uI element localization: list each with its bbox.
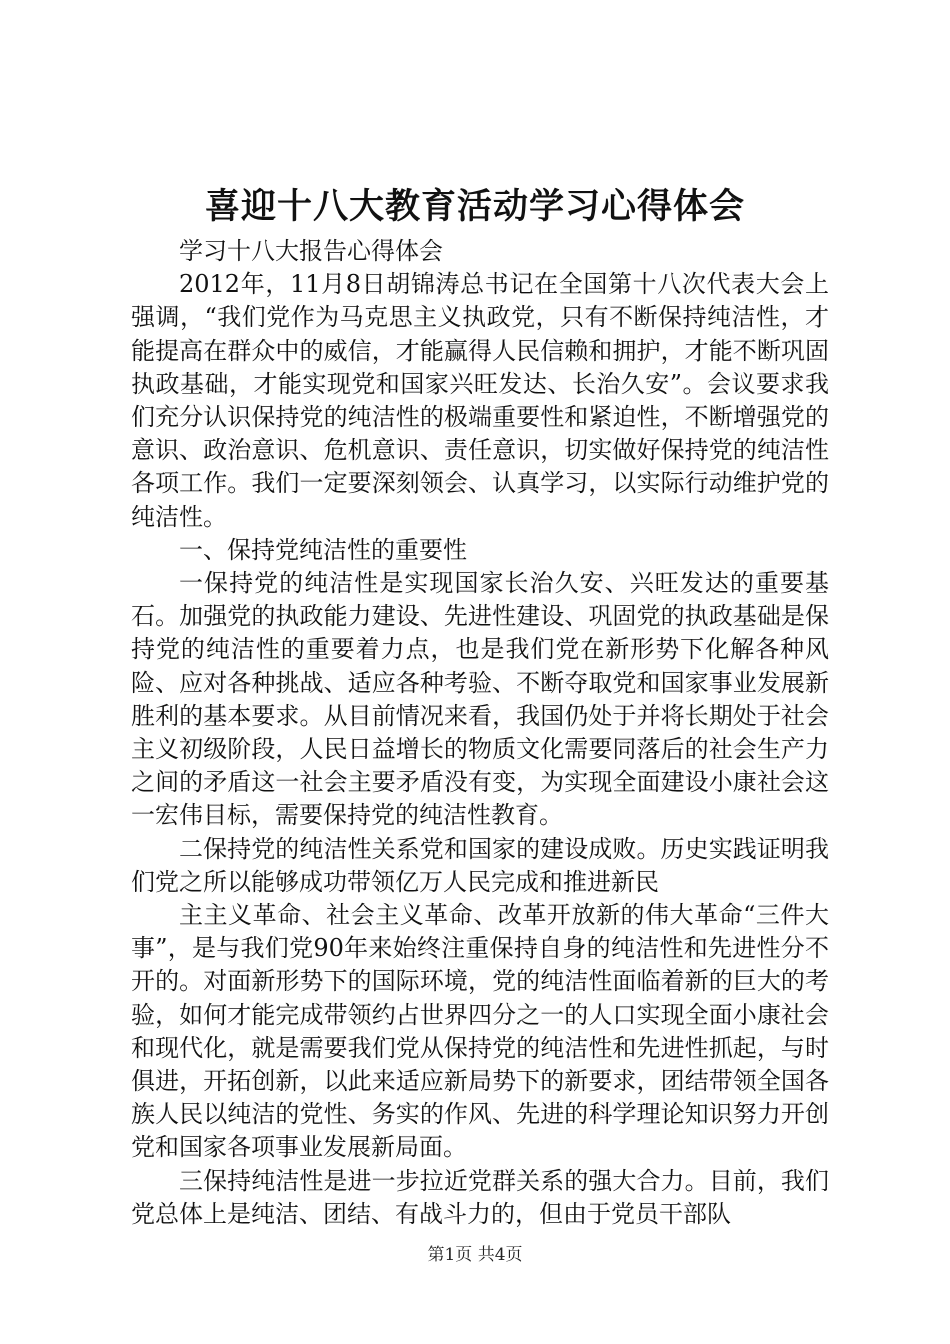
paragraph-subtitle: 学习十八大报告心得体会 xyxy=(179,237,443,265)
paragraph: 三保持纯洁性是进一步拉近党群关系的强大合力。目前，我们党总体上是纯洁、团结、有战斗力的，但由于党员干部队 xyxy=(131,1166,829,1228)
paragraph: 一保持党的纯洁性是实现国家长治久安、兴旺发达的重要基石。加强党的执政能力建设、先进性建设、巩固党的执政基础是保持党的纯洁性的重要着力点，也是我们党在新形势下化解各种风险、应对各种挑战、适应各种考验、不断夺取党和国家事业发展新胜利的基本要求。从目前情况来看，我国仍处于并将长期处于社会主义初级阶段，人民日益增长的物质文化需要同落后的社会生产力之间的矛盾这一社会主要矛盾没有变，为实现全面建设小康社会这一宏伟目标，需要保持党的纯洁性教育。 xyxy=(131,569,829,830)
document-body xyxy=(131,235,829,1231)
paragraph: 主主义革命、社会主义革命、改革开放新的伟大革命“三件大事”，是与我们党90年来始终注重保持自身的纯洁性和先进性分不开的。对面新形势下的国际环境，党的纯洁性面临着新的巨大的考验，如何才能完成带领约占世界四分之一的人口实现全面小康社会和现代化，就是需要我们党从保持党的纯洁性和先进性抓起，与时俱进，开拓创新，以此来适应新局势下的新要求，团结带领全国各族人民以纯洁的党性、务实的作风、先进的科学理论知识努力开创党和国家各项事业发展新局面。 xyxy=(131,901,829,1162)
section-heading: 一、保持党纯洁性的重要性 xyxy=(179,535,467,564)
paragraph: 2012年，11月8日胡锦涛总书记在全国第十八次代表大会上强调，“我们党作为马克思主义执政党，只有不断保持纯洁性，才能提高在群众中的威信，才能赢得人民信赖和拥护，才能不断巩固执政基础，才能实现党和国家兴旺发达、长治久安”。会议要求我们充分认识保持党的纯洁性的极端重要性和紧迫性，不断增强党的意识、政治意识、危机意识、责任意识，切实做好保持党的纯洁性各项工作。我们一定要深刻领会、认真学习，以实际行动维护党的纯洁性。 xyxy=(131,270,829,531)
page-footer: 第1页 共4页 xyxy=(427,1245,523,1265)
paragraph: 二保持党的纯洁性关系党和国家的建设成败。历史实践证明我们党之所以能够成功带领亿万人民完成和推进新民 xyxy=(131,834,829,896)
document-title: 喜迎十八大教育活动学习心得体会 xyxy=(204,186,745,227)
